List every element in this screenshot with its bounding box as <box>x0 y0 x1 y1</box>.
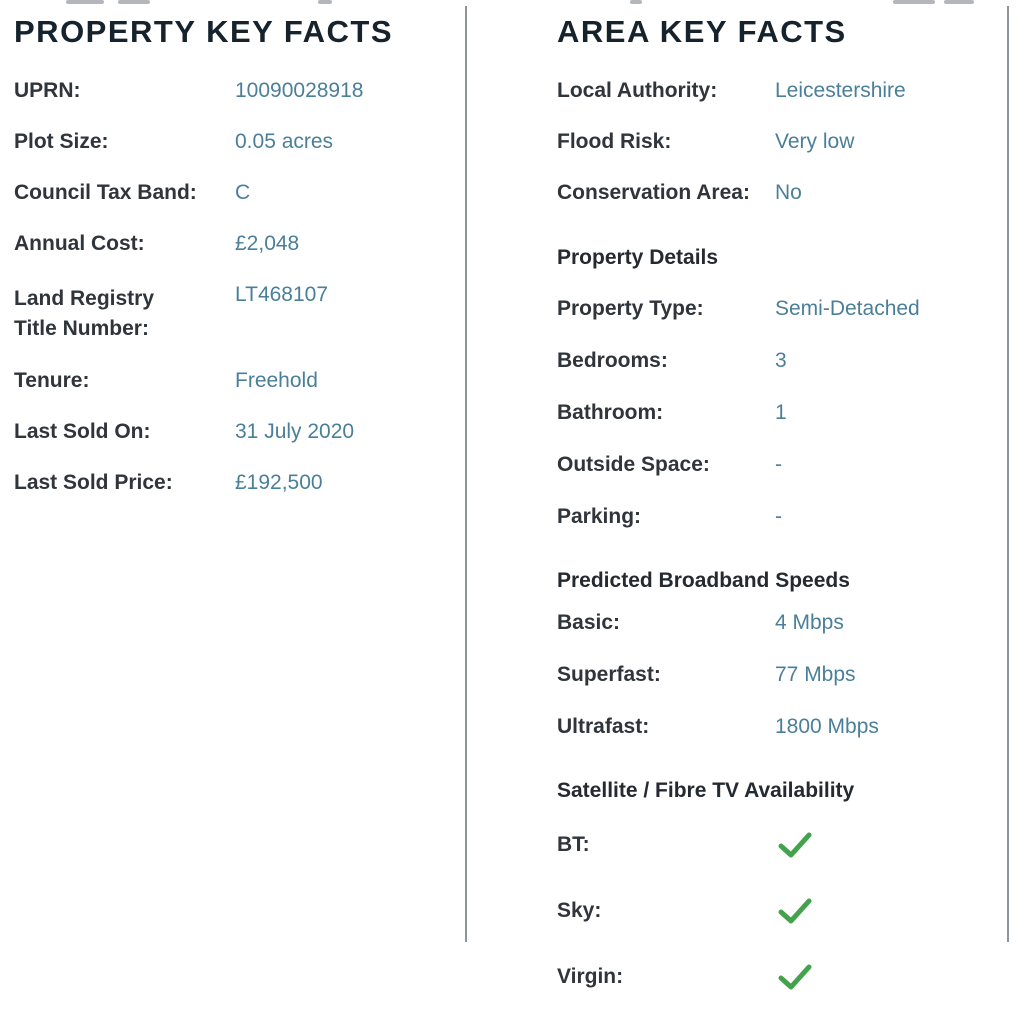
crop-artifact <box>118 0 150 4</box>
property-details-section <box>557 233 1005 558</box>
fact-label: Annual Cost: <box>14 232 145 255</box>
fact-value: 1 <box>775 401 787 424</box>
fact-value: No <box>775 181 802 204</box>
fact-value: 31 July 2020 <box>235 420 355 443</box>
fact-row-bedrooms <box>557 350 1005 372</box>
fact-label: Basic: <box>557 611 621 634</box>
crop-artifact <box>318 0 332 4</box>
fact-row-basic-speed <box>557 612 1005 634</box>
fact-label: Tenure: <box>14 369 90 392</box>
fact-value: Freehold <box>235 369 318 392</box>
fact-row-annual-cost <box>14 233 460 255</box>
fact-row-last-sold-price <box>14 472 460 494</box>
fact-value: 10090028918 <box>235 79 364 102</box>
fact-label: Last Sold Price: <box>14 471 173 494</box>
crop-artifact <box>630 0 642 4</box>
fact-label <box>14 284 235 344</box>
crop-artifact <box>893 0 935 4</box>
fact-label: Ultrafast: <box>557 715 650 738</box>
property-key-facts-title: PROPERTY KEY FACTS <box>14 14 393 49</box>
fact-value: - <box>775 453 782 476</box>
fact-value: £2,048 <box>235 232 300 255</box>
fact-value: LT468107 <box>235 283 329 306</box>
fact-label-line2: Title Number: <box>14 317 149 340</box>
fact-label-line1: Land Registry <box>14 287 155 310</box>
fact-row-conservation-area <box>557 182 1005 204</box>
fact-value: £192,500 <box>235 471 323 494</box>
fact-label: Council Tax Band: <box>14 181 197 204</box>
fact-label: Parking: <box>557 505 642 528</box>
fact-label: Virgin: <box>557 965 624 988</box>
tv-availability-section <box>557 768 1005 1026</box>
fact-label: Last Sold On: <box>14 420 151 443</box>
column-divider <box>465 6 467 942</box>
fact-value: 1800 Mbps <box>775 715 879 738</box>
crop-artifact <box>66 0 104 4</box>
fact-value: - <box>775 505 782 528</box>
fact-label: Local Authority: <box>557 79 718 102</box>
check-icon <box>775 896 815 926</box>
property-details-heading: Property Details <box>557 246 719 269</box>
fact-label: Outside Space: <box>557 453 710 476</box>
check-icon <box>775 962 815 992</box>
tv-row-sky <box>557 894 1005 928</box>
fact-label: Property Type: <box>557 297 704 320</box>
tv-availability-heading: Satellite / Fibre TV Availability <box>557 779 855 802</box>
fact-row-property-type <box>557 298 1005 320</box>
broadband-heading: Predicted Broadband Speeds <box>557 569 850 592</box>
broadband-section <box>557 558 1005 768</box>
fact-row-bathroom <box>557 402 1005 424</box>
check-icon <box>775 830 815 860</box>
right-edge-divider <box>1007 6 1009 942</box>
fact-row-local-authority <box>557 80 1005 102</box>
fact-row-last-sold-on <box>14 421 460 443</box>
fact-value: C <box>235 181 251 204</box>
fact-value: Semi-Detached <box>775 297 920 320</box>
fact-label: Flood Risk: <box>557 130 672 153</box>
fact-row-ultrafast-speed <box>557 716 1005 738</box>
fact-label: UPRN: <box>14 79 81 102</box>
fact-row-parking <box>557 506 1005 528</box>
fact-label: Sky: <box>557 899 602 922</box>
fact-row-tenure <box>14 370 460 392</box>
fact-value: 4 Mbps <box>775 611 844 634</box>
fact-row-flood-risk <box>557 131 1005 153</box>
fact-label: BT: <box>557 833 590 856</box>
tv-row-virgin <box>557 960 1005 994</box>
fact-label: Superfast: <box>557 663 661 686</box>
fact-label: Conservation Area: <box>557 181 750 204</box>
fact-value: 3 <box>775 349 787 372</box>
fact-value: Leicestershire <box>775 79 906 102</box>
fact-row-plot-size <box>14 131 460 153</box>
fact-value: 0.05 acres <box>235 130 334 153</box>
fact-row-uprn <box>14 80 460 102</box>
area-key-facts-title: AREA KEY FACTS <box>557 14 847 49</box>
fact-label: Bedrooms: <box>557 349 668 372</box>
fact-row-outside-space <box>557 454 1005 476</box>
fact-row-land-registry-title-number <box>14 284 460 344</box>
tv-row-bt <box>557 828 1005 862</box>
fact-label: Plot Size: <box>14 130 109 153</box>
crop-artifact <box>944 0 974 4</box>
area-key-facts-panel <box>557 13 1005 1026</box>
fact-value: 77 Mbps <box>775 663 856 686</box>
fact-label: Bathroom: <box>557 401 664 424</box>
fact-row-superfast-speed <box>557 664 1005 686</box>
property-key-facts-panel <box>14 13 460 523</box>
fact-value: Very low <box>775 130 855 153</box>
fact-row-council-tax-band <box>14 182 460 204</box>
